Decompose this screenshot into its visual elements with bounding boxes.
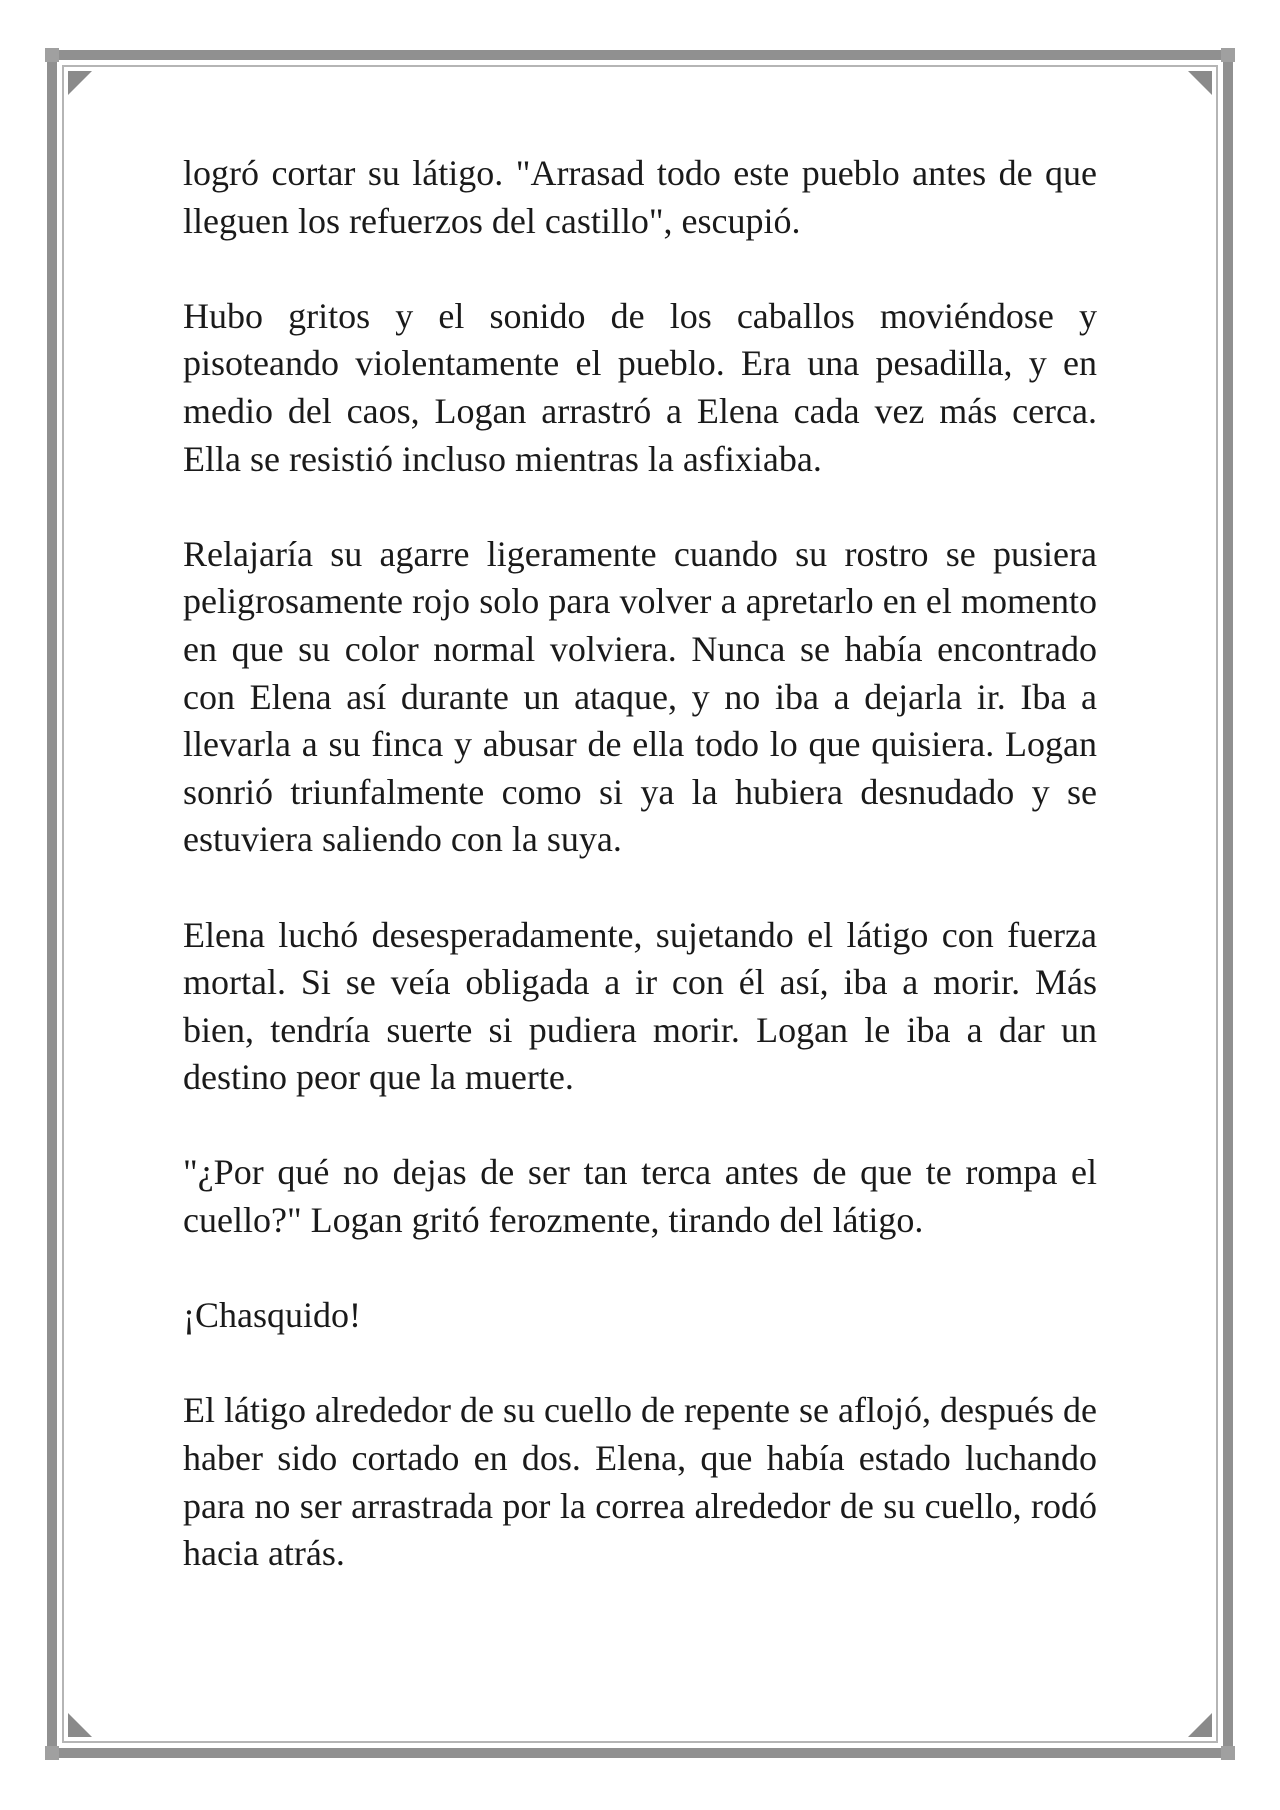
paragraph: ¡Chasquido! [183, 1295, 361, 1336]
paragraph: Elena luchó desesperadamente, sujetando el látigo con fuerza mortal. Si se veía obligada a ir con él así, iba a morir. Más bien, tendría suerte si pudiera morir. Logan le iba a dar un destino peor que la muerte. [183, 914, 1097, 1098]
page-body-text [183, 150, 1097, 1625]
paragraph: logró cortar su látigo. "Arrasad todo este pueblo antes de que lleguen los refuerzos del castillo", escupió. [183, 153, 1097, 241]
paragraph: El látigo alrededor de su cuello de repente se aflojó, después de haber sido cortado en dos. Elena, que había estado luchando para no ser arrastrada por la correa alrededor de su cuello, rodó hacia atrás. [183, 1390, 1097, 1574]
paragraph: Relajaría su agarre ligeramente cuando su rostro se pusiera peligrosamente rojo solo para volver a apretarlo en el momento en que su color normal volviera. Nunca se había encontrado con Elena así durante un ataque, y no iba a dejarla ir. Iba a llevarla a su finca y abusar de ella todo lo que quisiera. Logan sonrió triunfalmente como si ya la hubiera desnudado y se estuviera saliendo con la suya. [183, 533, 1097, 860]
paragraph: Hubo gritos y el sonido de los caballos moviéndose y pisoteando violentamente el pueblo. Era una pesadilla, y en medio del caos, Logan arrastró a Elena cada vez más cerca. Ella se resistió incluso mientras la asfixiaba. [183, 295, 1097, 479]
paragraph: "¿Por qué no dejas de ser tan terca antes de que te rompa el cuello?" Logan gritó ferozmente, tirando del látigo. [183, 1152, 1097, 1241]
